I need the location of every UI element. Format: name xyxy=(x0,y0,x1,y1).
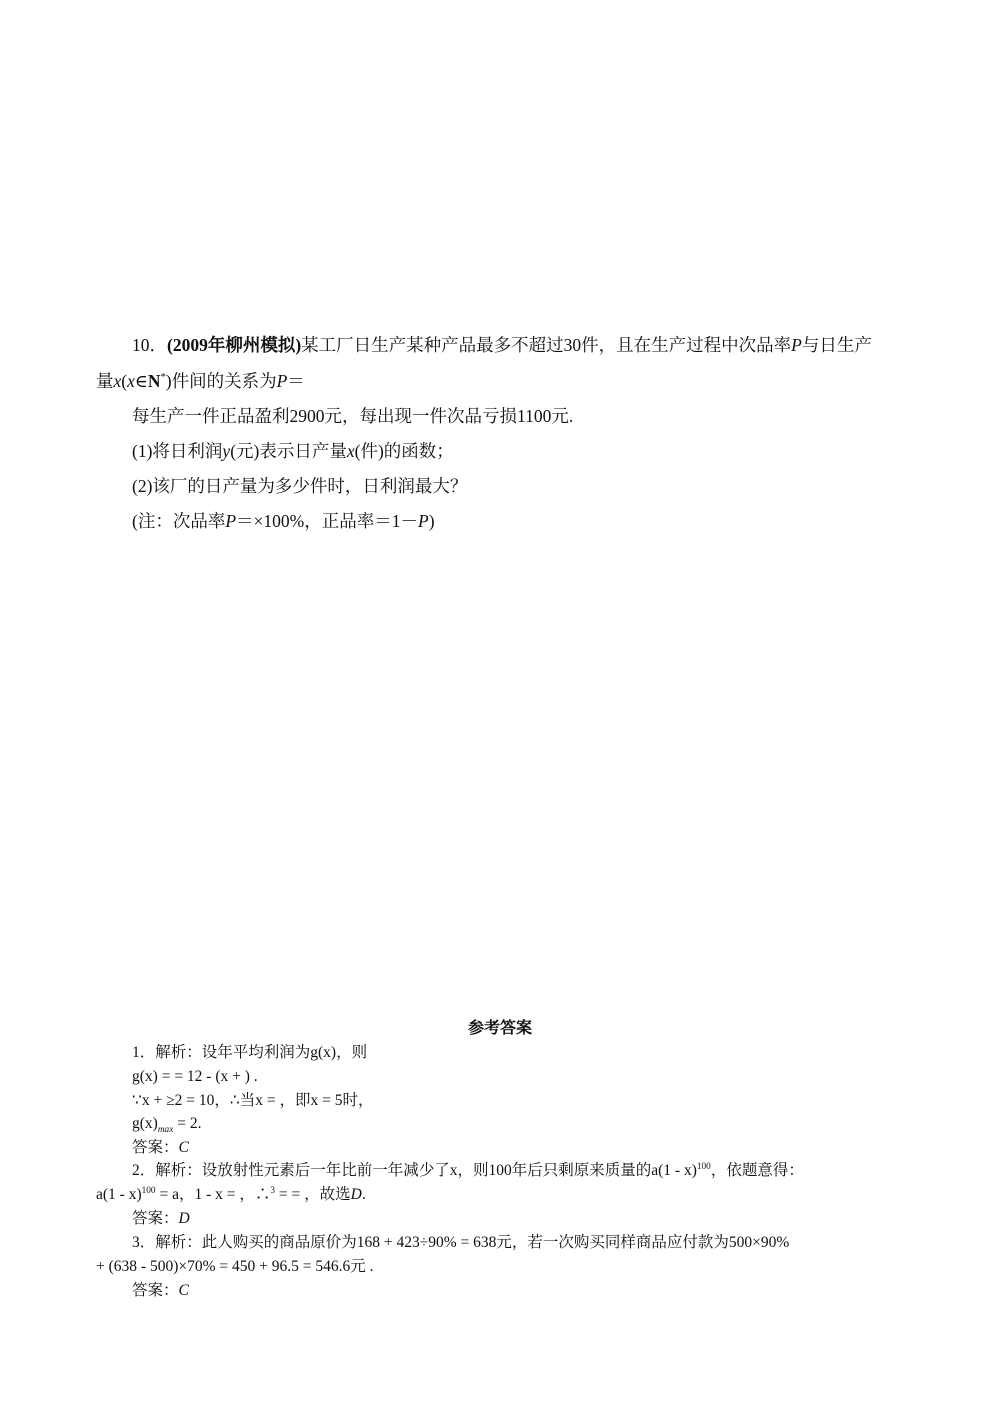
text: 2．解析：设放射性元素后一年比前一年减少了x，则100年后只剩原来质量的a(1 - x) xyxy=(132,1162,697,1179)
answer-1-line-1: 1．解析：设年平均利润为g(x)，则 xyxy=(132,1044,368,1061)
answer-3-line-1: 3．解析：此人购买的商品原价为168 + 423÷90% = 638元，若一次购买同样商品应付款为500×90% xyxy=(132,1234,790,1251)
question-10-note xyxy=(132,510,435,532)
text: (注：次品率 xyxy=(132,511,226,531)
math-sub: max xyxy=(157,1125,174,1136)
text: 量 xyxy=(96,371,114,391)
math-sup: 3 xyxy=(270,1185,276,1196)
answer-3-final xyxy=(132,1280,189,1302)
text: 与日生产 xyxy=(801,335,872,355)
answer-label: 答案： xyxy=(132,1210,179,1227)
text: (1)将日利润 xyxy=(132,441,223,461)
math-var: P xyxy=(276,371,288,391)
answer-choice: D xyxy=(178,1210,190,1227)
text: ＝×100%，正品率＝1－ xyxy=(236,511,418,531)
question-10-part-1 xyxy=(132,440,454,462)
question-10-part-2 xyxy=(132,475,467,497)
math-sup: 100 xyxy=(141,1185,156,1196)
math-sup: * xyxy=(160,372,166,384)
answer-3-line-2: + (638 - 500)×70% = 450 + 96.5 = 546.6元 . xyxy=(96,1258,374,1275)
math-var: x xyxy=(346,441,355,461)
text: g(x) xyxy=(132,1115,158,1132)
question-source: (2009年柳州模拟) xyxy=(167,335,302,355)
text: ，依题意得： xyxy=(710,1162,804,1179)
math-var: x xyxy=(113,371,122,391)
text: (元)表示日产量 xyxy=(230,441,347,461)
text: 某工厂日生产某种产品最多不超过30件，且在生产过程中次品率 xyxy=(301,335,792,355)
text: a(1 - x) xyxy=(96,1186,142,1203)
answer-label: 答案： xyxy=(132,1282,179,1299)
math-var: x xyxy=(127,371,135,391)
math-var: P xyxy=(791,335,802,355)
text: = = ，故选 xyxy=(275,1186,351,1203)
answer-choice: C xyxy=(178,1139,189,1156)
answer-2-line-2 xyxy=(96,1184,366,1206)
text: 每生产一件正品盈利2900元，每出现一件次品亏损1100元. xyxy=(132,406,574,426)
text: = 2. xyxy=(173,1115,202,1132)
text: )件间的关系为 xyxy=(165,371,277,391)
text: ( xyxy=(121,371,128,391)
answer-choice: D xyxy=(350,1186,362,1203)
answers-title: 参考答案 xyxy=(467,1020,532,1037)
text: ) xyxy=(428,511,435,531)
answer-2-line-1 xyxy=(132,1160,804,1182)
answer-1-line-4 xyxy=(132,1113,201,1135)
text: (件)的函数； xyxy=(354,441,454,461)
text: ＝ xyxy=(287,371,305,391)
text: (2)该厂的日产量为多少件时，日利润最大？ xyxy=(132,476,468,496)
answer-1-line-3: ∵x + ≥2 = 10，∴当x = ，即x = 5时， xyxy=(132,1092,374,1109)
math-sup: 100 xyxy=(696,1161,711,1172)
question-number: 10． xyxy=(132,335,167,355)
question-10-line-3 xyxy=(132,405,573,427)
math-var: P xyxy=(225,511,237,531)
answer-choice: C xyxy=(178,1282,189,1299)
answer-1-line-2: g(x) = = 12 - (x + ) . xyxy=(132,1068,258,1085)
text: . xyxy=(361,1186,366,1203)
text: = a，1 - x = ，∴ xyxy=(155,1186,271,1203)
answer-2-final xyxy=(132,1208,190,1230)
question-10-line-1 xyxy=(132,334,872,356)
math-symbol: ∈ xyxy=(134,371,148,391)
math-set: N xyxy=(147,371,161,391)
answer-1-final xyxy=(132,1137,189,1159)
math-var: P xyxy=(417,511,429,531)
answer-label: 答案： xyxy=(132,1139,179,1156)
math-var: y xyxy=(222,441,231,461)
question-10-line-2 xyxy=(96,370,305,392)
